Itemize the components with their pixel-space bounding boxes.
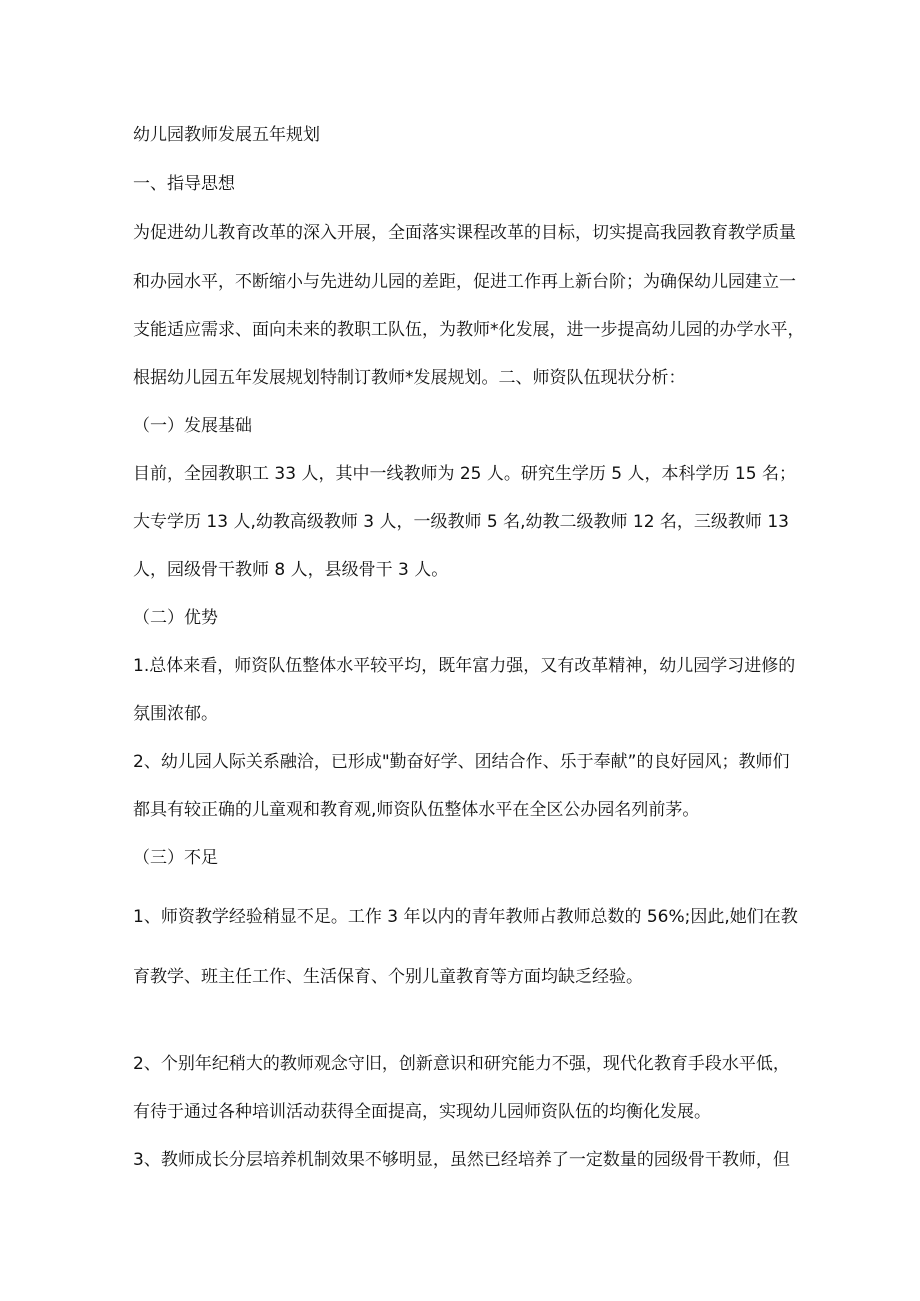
subsection-heading: （一）发展基础 [133,416,252,436]
text-line: 氛围浓郁。 [133,704,218,724]
text-line: 为促进幼儿教育改革的深入开展，全面落实课程改革的目标，切实提高我园教育教学质量 [133,223,796,243]
text-line: 大专学历 13 人,幼教高级教师 3 人，一级教师 5 名,幼教二级教师 12 名，三级教师 13 [133,512,789,532]
text-line: 都具有较正确的儿童观和教育观,师资队伍整体水平在全区公办园名列前茅。 [133,800,700,820]
document-title: 幼儿园教师发展五年规划 [133,125,320,145]
text-line: 育教学、班主任工作、生活保育、个别儿童教育等方面均缺乏经验。 [133,967,643,987]
text-line: 有待于通过各种培训活动获得全面提高，实现幼儿园师资队伍的均衡化发展。 [133,1102,711,1122]
subsection-heading: （二）优势 [133,608,218,628]
text-line: 2、个别年纪稍大的教师观念守旧，创新意识和研究能力不强，现代化教育手段水平低， [133,1054,790,1074]
text-line: 1.总体来看，师资队伍整体水平较平均，既年富力强，又有改革精神，幼儿园学习进修的 [133,656,796,676]
section-heading: 一、指导思想 [133,174,235,194]
text-line: 和办园水平，不断缩小与先进幼儿园的差距，促进工作再上新台阶；为确保幼儿园建立一 [133,272,796,292]
text-line: 支能适应需求、面向未来的教职工队伍，为教师*化发展，进一步提高幼儿园的办学水平， [133,320,805,340]
text-line: 目前，全园教职工 33 人，其中一线教师为 25 人。研究生学历 5 人，本科学历 15 名； [133,464,796,484]
subsection-heading: （三）不足 [133,848,218,868]
text-line: 3、教师成长分层培养机制效果不够明显，虽然已经培养了一定数量的园级骨干教师，但 [133,1150,790,1170]
text-line: 人，园级骨干教师 8 人，县级骨干 3 人。 [133,560,449,580]
text-line: 2、幼儿园人际关系融洽，已形成"勤奋好学、团结合作、乐于奉献”的良好园风；教师们 [133,752,790,772]
text-line: 根据幼儿园五年发展规划特制订教师*发展规划。二、师资队伍现状分析： [133,368,686,388]
text-line: 1、师资教学经验稍显不足。工作 3 年以内的青年教师占教师总数的 56%;因此,她们在教 [133,907,798,927]
